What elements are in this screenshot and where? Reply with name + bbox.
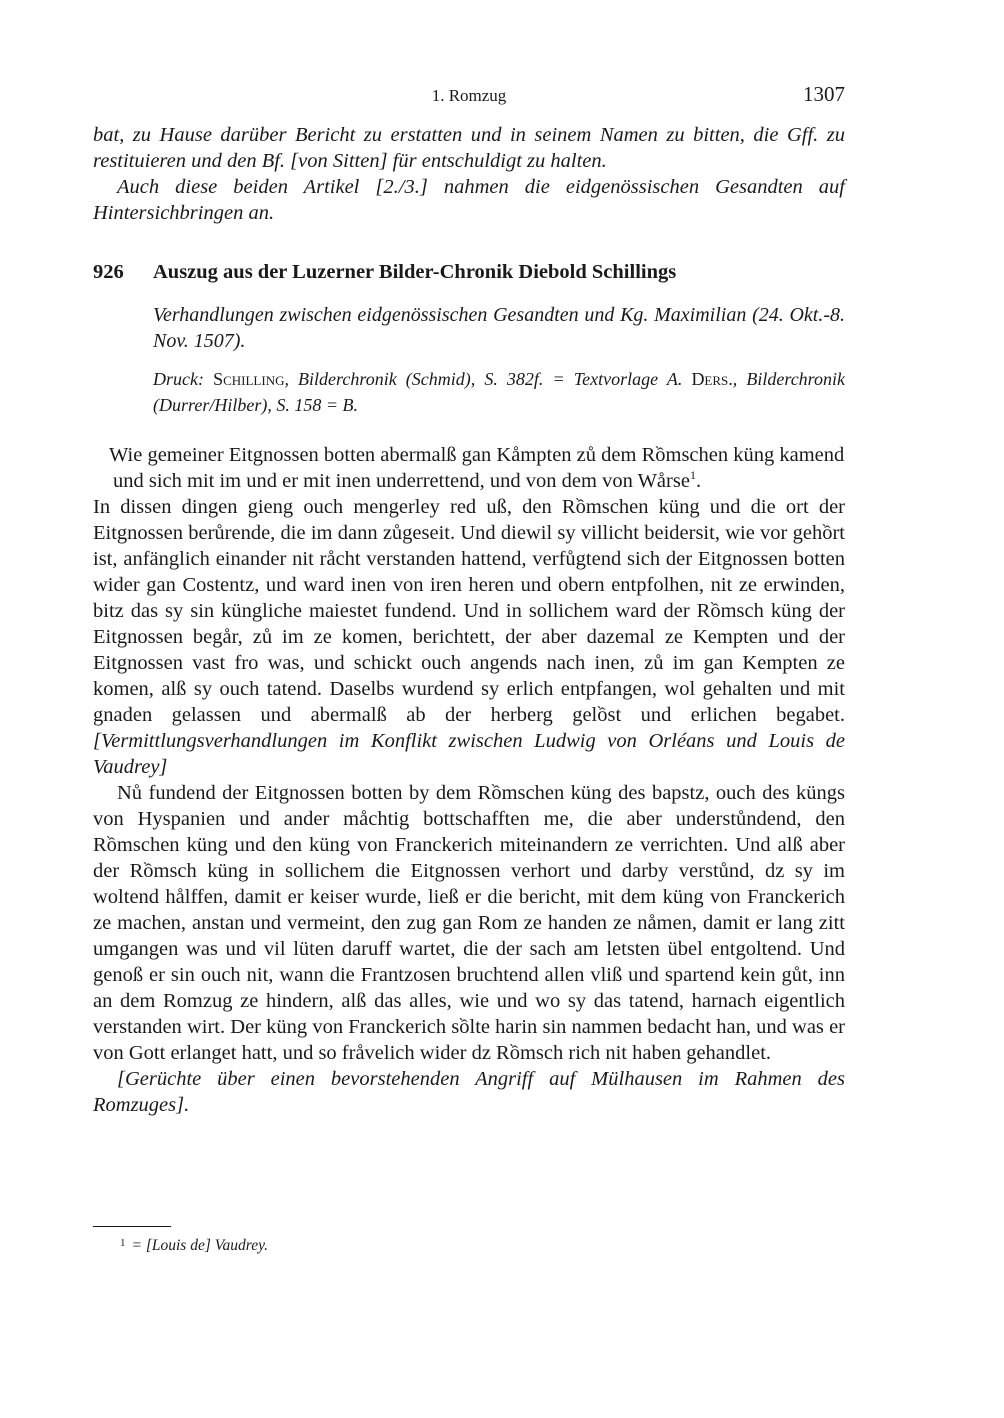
- page-number: 1307: [803, 82, 845, 106]
- print-label: Druck:: [153, 369, 204, 389]
- print-text-2: , Bilderchronik (Durrer/Hilber), S. 158 = B.: [153, 369, 846, 415]
- main-paragraph-2: Nů fundend der Eitgnossen botten by dem Rồmschen küng des bapstz, ouch des küngs von Hyspanien und ander måchtig bottschafften me, die aber understůndend, den Rồmschen küng und den küng von Franckerich miteinandern ze verrichten. Und alß aber der Rồmsch küng in sollichem die Eitgnossen verhort und darby verstůnd, dz sy im woltend hålffen, damit er keiser wurde, ließ er die bericht, mit dem küng von Franckerich ze machen, anstan und vermeint, den zug gan Rom ze handen ze nåmen, damit er lang zitt umgangen was und vil lüten daruff wartet, die der sach am letsten übel entgoltend. Und genoß er sin ouch nit, wann die Frantzosen bruchtend allen vliß und spartend kein gůt, inn an dem Romzug ze hindern, alß das alles, wie und wo sy das tatend, harnach eigentlich verstanden wirt. Der küng von Franckerich sồlte harin sin nammen bedacht han, und was er von Gott erlanget hatt, und so fråvelich wider dz Rồmsch rich nit haben gehandlet.: [93, 782, 845, 1064]
- print-note: [153, 366, 845, 418]
- print-author-1: Schilling: [213, 369, 285, 389]
- editorial-note-2: [Gerüchte über einen bevorstehenden Angriff auf Mülhausen im Rahmen des Romzuges].: [93, 1068, 845, 1116]
- print-author-2: Ders.: [691, 369, 733, 389]
- editorial-note-1: [Vermittlungsverhandlungen im Konflikt zwischen Ludwig von Orléans und Louis de Vaudrey]: [93, 730, 845, 778]
- footnote-reference[interactable]: 1: [689, 468, 696, 482]
- intro-paragraph-2: Auch diese beiden Artikel [2./3.] nahmen die eidgenössischen Gesandten auf Hintersichbringen an.: [93, 176, 845, 224]
- document-title: Auszug aus der Luzerner Bilder-Chronik Diebold Schillings: [153, 261, 677, 283]
- running-head: [93, 82, 845, 108]
- chapter-title-text: Wie gemeiner Eitgnossen botten abermalß gan Kåmpten zů dem Rồmschen küng kamend und sich mit im und er mit inen underrettend, und von dem von Wårse: [109, 444, 845, 492]
- main-paragraph-1: [93, 494, 845, 780]
- document-number: 926: [93, 261, 124, 283]
- chapter-title-end: .: [695, 470, 702, 492]
- main-text: [93, 442, 845, 1118]
- footnote-mark: 1: [120, 1237, 126, 1249]
- chapter-title: [93, 442, 845, 494]
- intro-text: [93, 122, 845, 226]
- main-paragraph-1-text: In dissen dingen gieng ouch mengerley red uß, den Rồmschen küng und die ort der Eitgnossen berůrende, die im dann zůgeseit. Und diewil sy villicht beidersit, wie vor gehồrt ist, anfänglich einander nit råcht verstanden hattend, verfůgtend sich der Eitgnossen botten wider gan Costentz, und ward inen von iren heren und obern entpfolhen, nit ze erwinden, bitz das sy sin küngliche maiestet fundend. Und in sollichem ward der Rồmsch küng der Eitgnossen begår, zů im ze komen, berichtett, der aber dazemal ze Kempten und der Eitgnossen vast fro was, und schickt ouch angends nach inen, zů im gan Kempten ze komen, alß sy ouch tatend. Daselbs wurdend sy erlich entpfangen, wol gehalten und mit gnaden gelassen und abermalß ab der herberg gelồst und erlichen begabet.: [93, 496, 845, 726]
- document-heading: [93, 259, 845, 285]
- footnote-rule: [93, 1226, 171, 1227]
- print-text-1: , Bilderchronik (Schmid), S. 382f. = Textvorlage A.: [284, 369, 683, 389]
- running-title: 1. Romzug: [431, 86, 507, 105]
- document-regest: Verhandlungen zwischen eidgenössischen Gesandten und Kg. Maximilian (24. Okt.-8. Nov. 1507).: [153, 304, 845, 352]
- footnote: [120, 1233, 268, 1256]
- footnote-text: = [Louis de] Vaudrey.: [131, 1237, 268, 1254]
- intro-paragraph-1: bat, zu Hause darüber Bericht zu erstatten und in seinem Namen zu bitten, die Gff. zu restituieren und den Bf. [von Sitten] für entschuldigt zu halten.: [93, 124, 845, 172]
